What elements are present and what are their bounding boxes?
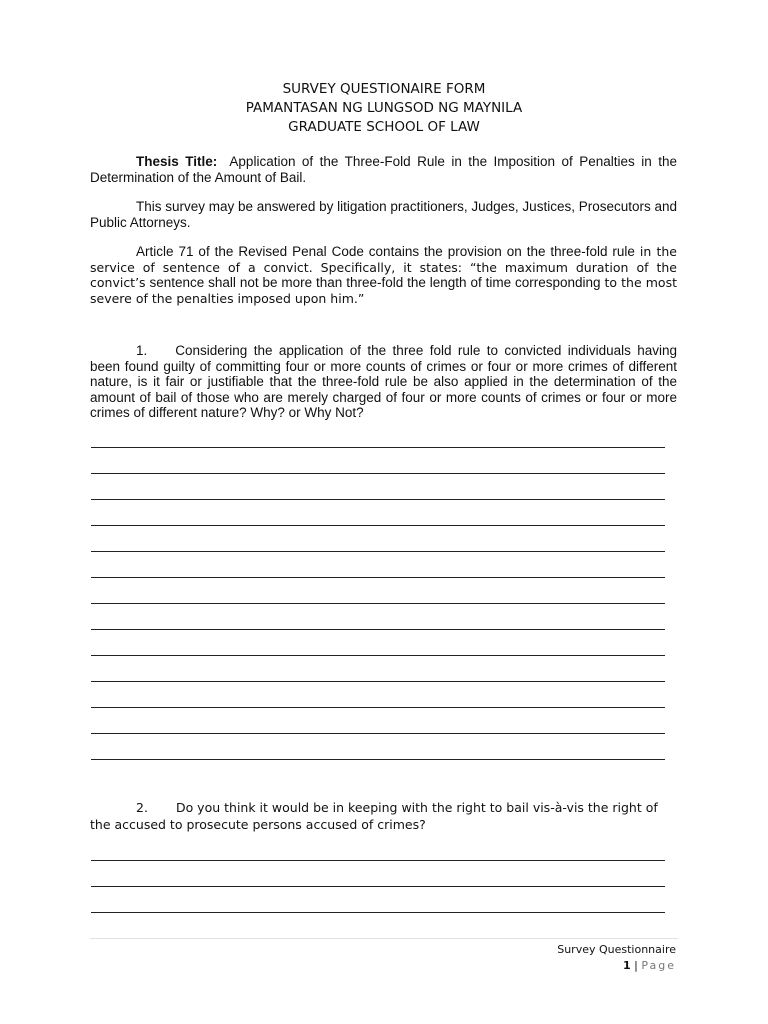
page-footer — [557, 942, 676, 974]
answer-line[interactable] — [91, 603, 665, 604]
article-text-2: in the service of sentence of a convict. Specifically, it states: “the maximum duration of the convict’s — [90, 244, 677, 290]
answer-line[interactable] — [91, 759, 665, 760]
article-text-4: to the most severe of the penalties imposed upon him.” — [90, 275, 677, 306]
footer-divider — [90, 938, 678, 939]
question-1-text: Considering the application of the three fold rule to convicted individuals having been found guilty of committing four or more counts of crimes or four or more crimes of different nature, is it fair or justifiable that the three-fold rule be also applied in the determination of the amount of bail of those who are merely charged of four or more counts of crimes or four or more crimes of different nature? Why? or Why Not? — [90, 343, 677, 420]
question-2-text: Do you think it would be in keeping with the right to bail vis-à-vis the right of the accused to prosecute persons accused of crimes? — [90, 800, 658, 832]
university-name: PAMANTASAN NG LUNGSOD NG MAYNILA — [245, 100, 523, 116]
page-number: 1 — [622, 959, 631, 972]
article-text-3: sentence shall not be more than three-fold the length of time corresponding — [149, 275, 601, 290]
answer-line[interactable] — [91, 912, 665, 913]
footer-title: Survey Questionnaire — [557, 943, 676, 956]
form-title: SURVEY QUESTIONAIRE FORM — [282, 81, 486, 97]
thesis-title-label: Thesis Title: — [136, 154, 218, 169]
answer-line[interactable] — [91, 655, 665, 656]
answer-line[interactable] — [91, 886, 665, 887]
answer-line[interactable] — [91, 629, 665, 630]
question-1-number: 1. — [136, 343, 148, 358]
answer-line[interactable] — [91, 473, 665, 474]
question-1 — [90, 343, 677, 421]
audience-text: This survey may be answered by litigation practitioners, Judges, Justices, Prosecutors and Public Attorneys. — [90, 199, 678, 230]
answer-line[interactable] — [91, 525, 665, 526]
answer-line[interactable] — [91, 860, 665, 861]
page-label: Page — [641, 959, 676, 972]
school-name: GRADUATE SCHOOL OF LAW — [288, 119, 480, 135]
thesis-title-text: Application of the Three-Fold Rule in the Imposition of Penalties in the Determination of the Amount of Bail. — [90, 154, 677, 185]
thesis-title-paragraph — [90, 154, 677, 185]
article-text-1: Article 71 of the Revised Penal Code contains the provision on the three-fold rule — [136, 244, 635, 259]
question-2 — [90, 799, 677, 833]
document-header — [0, 80, 768, 137]
answer-line[interactable] — [91, 707, 665, 708]
answer-line[interactable] — [91, 733, 665, 734]
answer-line[interactable] — [91, 499, 665, 500]
audience-paragraph — [90, 199, 677, 230]
answer-line[interactable] — [91, 577, 665, 578]
answer-line[interactable] — [91, 447, 665, 448]
page-separator: | — [634, 959, 638, 972]
answer-line[interactable] — [91, 551, 665, 552]
answer-line[interactable] — [91, 681, 665, 682]
question-2-number: 2. — [136, 800, 148, 815]
article-paragraph — [90, 244, 677, 306]
page-indicator — [557, 958, 676, 974]
